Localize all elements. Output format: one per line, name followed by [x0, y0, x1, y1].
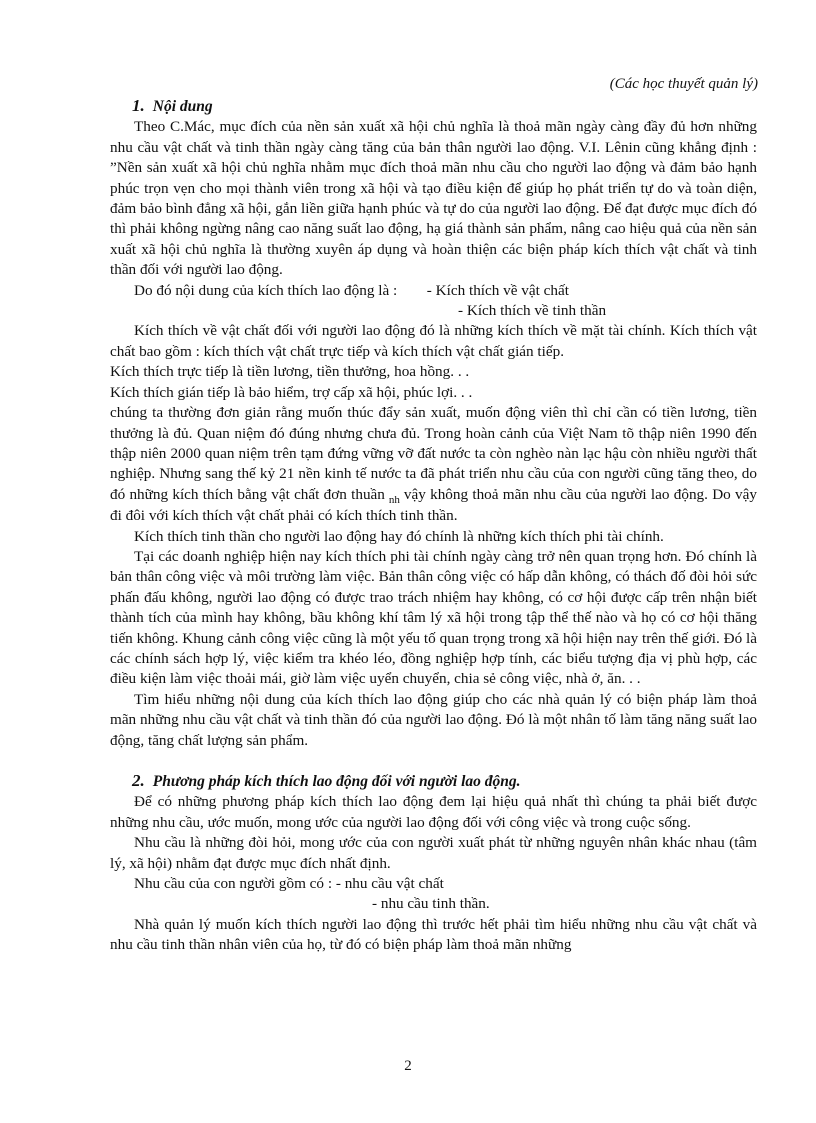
section-2-heading: [110, 771, 757, 792]
list-item: - Kích thích về tinh thần: [458, 302, 607, 320]
paragraph: Tìm hiểu những nội dung của kích thích lao động giúp cho các nhà quản lý có biện pháp làm thoả mãn những nhu cầu vật chất và tinh thần đó của người lao động. Đó là một nhân tố làm tăng năng suất lao động, tăng chất lượng sản phẩm.: [110, 690, 757, 749]
paragraph: Nhu cầu là những đòi hỏi, mong ước của con người xuất phát từ những nguyên nhân khác nhau (tâm lý, xã hội) nhằm đạt được mục đích nhất định.: [110, 834, 757, 872]
paragraph: Nhà quản lý muốn kích thích người lao động thì trước hết phải tìm hiểu những nhu cầu vật chất và nhu cầu tinh thần nhân viên của họ, từ đó có biện pháp làm thoả mãn những: [110, 915, 757, 954]
paragraph: Để có những phương pháp kích thích lao động đem lại hiệu quả nhất thì chúng ta phải biết được những nhu cầu, ước muốn, mong ước của người lao động đối với công việc và trong cuộc sống.: [110, 793, 757, 831]
paragraph: Kích thích trực tiếp là tiền lương, tiền thưởng, hoa hồng. . .: [110, 363, 470, 381]
list-item-row: [110, 894, 757, 914]
list-item: - nhu cầu vật chất: [335, 875, 444, 893]
paragraph-text: chúng ta thường đơn giản rằng muốn thúc đẩy sản xuất, muốn động viên thì chỉ cần có tiền lương, tiền thưởng là đủ. Quan niệm đó đúng nhưng chưa đủ. Trong hoàn cảnh của Việt Nam tõ thập niên 1990 đến thập niên 2000 quan niệm trên tạm đứng vững vỡ đất nước ta còn nghèo nàn lạc hậu còn nhiều người thất nghiệp. Nhưng sang thế kỷ 21 nền kinh tế nước ta đã phát triển nhu cầu của con người cũng tăng theo, do đó những kích thích bằng vật chất đơn thuần: [110, 404, 757, 503]
paragraph-list-lead: [110, 281, 757, 301]
paragraph: Kích thích về vật chất đối với người lao động đó là những kích thích về mặt tài chính. Kích thích vật chất bao gồm : kích thích vật chất trực tiếp và kích thích vật chất gián tiếp.: [110, 322, 757, 360]
list-lead-text: Nhu cầu của con người gồm có :: [134, 875, 333, 893]
paragraph: [110, 403, 757, 526]
document-body: [110, 96, 757, 956]
list-lead-text: Do đó nội dung của kích thích lao động là :: [134, 281, 398, 299]
section-2-number: 2.: [132, 771, 145, 790]
section-1-heading: [110, 96, 757, 117]
paragraph: Tại các doanh nghiệp hiện nay kích thích phi tài chính ngày càng trở nên quan trọng hơn. Đó chính là bản thân công việc và môi trường làm việc. Bản thân công việc có hấp dẫn không, có thách đố đòi hỏi sức phấn đấu không, người lao động có được trao trách nhiệm hay không, có cơ hội được cấp trên nhận biết thành tích của mình hay không, bầu không khí tâm lý xã hội trong tập thể thế nào và họ có cơ hội thăng tiến không. Khung cảnh công việc cũng là một yếu tố quan trọng trong xã hội hiện nay trên thế giới. Đó là các chính sách hợp lý, việc kiểm tra khéo léo, đồng nghiệp hợp tính, các biểu tượng địa vị phù hợp, các điều kiện làm việc thoải mái, giờ làm việc uyển chuyển, chia sẻ công việc, nhà ở, ăn. . .: [110, 547, 757, 688]
paragraph: Kích thích tinh thần cho người lao động hay đó chính là những kích thích phi tài chính.: [134, 527, 664, 545]
paragraph: Kích thích gián tiếp là bảo hiểm, trợ cấp xã hội, phúc lợi. . .: [110, 383, 473, 401]
list-item-row: [110, 301, 757, 321]
list-item: - Kích thích về vật chất: [426, 281, 569, 299]
running-header: (Các học thuyết quản lý): [609, 76, 758, 92]
section-1-title: Nội dung: [152, 98, 213, 115]
page-number: 2: [404, 1058, 412, 1074]
paragraph: Theo C.Mác, mục đích của nền sản xuất xã hội chủ nghĩa là thoả mãn ngày càng đầy đủ hơn những nhu cầu vật chất và tinh thần ngày càng tăng của bản thân người lao động. V.I. Lênin cũng khẳng định : ”Nền sản xuất xã hội chủ nghĩa nhằm mục đích thoả mãn nhu cầu cho người lao động và đảm bảo hạnh phúc trọn vẹn cho mọi thành viên trong xã hội và tạo điều kiện để giúp họ phát triển tự do và toàn diện, đảm bảo bình đẳng xã hội, gắn liền giữa hạnh phúc và tự do của người lao động. Để đạt được mục đích đó thì phải không ngừng nâng cao năng suất lao động, hạ giá thành sản phẩm, nâng cao hiệu quả của nền sản xuất xã hội chủ nghĩa là thường xuyên áp dụng và hoàn thiện các biện pháp kích thích vật chất và tinh thần đối với người lao động.: [110, 118, 757, 279]
stray-subscript: nh: [388, 493, 400, 506]
section-2-title: Phương pháp kích thích lao động đối với người lao động.: [152, 773, 521, 790]
paragraph-text: vậy không thoả mãn nhu cầu của người lao động. Do vậy đi đôi với kích thích vật chất phải có kích thích tinh thần.: [110, 485, 757, 525]
list-item: - nhu cầu tinh thần.: [372, 895, 490, 913]
section-1-number: 1.: [132, 96, 145, 115]
paragraph-list-lead: [110, 874, 757, 894]
